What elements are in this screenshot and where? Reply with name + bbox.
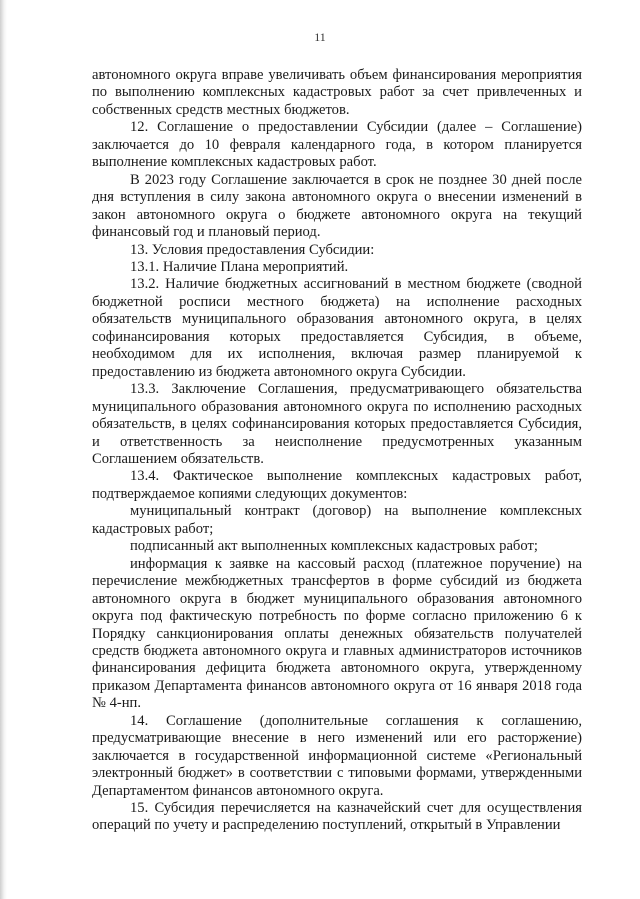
scan-left-edge	[0, 0, 7, 899]
list-item-signed-act: подписанный акт выполненных комплексных кадастровых работ;	[130, 538, 538, 555]
page-number: 11	[314, 30, 326, 44]
paragraph-2023-agreement: В 2023 году Соглашение заключается в срок не позднее 30 дней после дня вступления в силу закона автономного округа о внесении изменений в закон автономного округа о бюджете автономного округа на текущий финансовый год и плановый период.	[92, 171, 582, 241]
list-item-contract: муниципальный контракт (договор) на выполнение комплексных кадастровых работ;	[92, 503, 582, 537]
paragraph-13-2: 13.2. Наличие бюджетных ассигнований в местном бюджете (сводной бюджетной росписи местного бюджета) на исполнение расходных обязательств муниципального образования автономного округа, в целях софинансирования которых предоставляется Субсидия, в объеме, необходимом для их исполнения, включая размер планируемой к предоставлению из бюджета автономного округа Субсидии.	[92, 276, 582, 380]
paragraph-13-1: 13.1. Наличие Плана мероприятий.	[130, 258, 349, 275]
paragraph-continuation: автономного округа вправе увеличивать объем финансирования мероприятия по выполнению комплексных кадастровых работ за счет привлеченных и собственных средств местных бюджетов.	[92, 67, 582, 118]
list-item-payment-info: информация к заявке на кассовый расход (платежное поручение) на перечисление межбюджетных трансфертов в форме субсидий из бюджета автономного округа в бюджет муниципального образования автономного округа под фактическую потребность по форме согласно приложению 6 к Порядку санкционирования оплаты денежных обязательств получателей средств бюджета автономного округа и главных администраторов источников финансирования дефицита бюджета автономного округа, утвержденному приказом Департамента финансов автономного округа от 16 января 2018 года № 4-нп.	[92, 555, 582, 712]
paragraph-12: 12. Соглашение о предоставлении Субсидии (далее – Соглашение) заключается до 10 февраля календарного года, в котором планируется выполнение комплексных кадастровых работ.	[92, 119, 582, 171]
paragraph-14: 14. Соглашение (дополнительные соглашения к соглашению, предусматривающие внесение в него изменений или его расторжение) заключается в государственной информационной системе «Региональный электронный бюджет» в соответствии с типовыми формами, утвержденными Департаментом финансов автономного округа.	[92, 712, 582, 799]
paragraph-13-3: 13.3. Заключение Соглашения, предусматривающего обязательства муниципального образования автономного округа по исполнению расходных обязательств, в целях софинансирования которых предоставляется Субсидия, и ответственность за неисполнение предусмотренных указанным Соглашением обязательств.	[92, 381, 582, 467]
paragraph-13-4: 13.4. Фактическое выполнение комплексных кадастровых работ, подтверждаемое копиями следующих документов:	[92, 468, 582, 502]
paragraph-15: 15. Субсидия перечисляется на казначейский счет для осуществления операций по учету и распределению поступлений, открытый в Управлении	[92, 800, 582, 834]
document-body	[92, 67, 582, 835]
paragraph-13: 13. Условия предоставления Субсидии:	[130, 241, 375, 258]
